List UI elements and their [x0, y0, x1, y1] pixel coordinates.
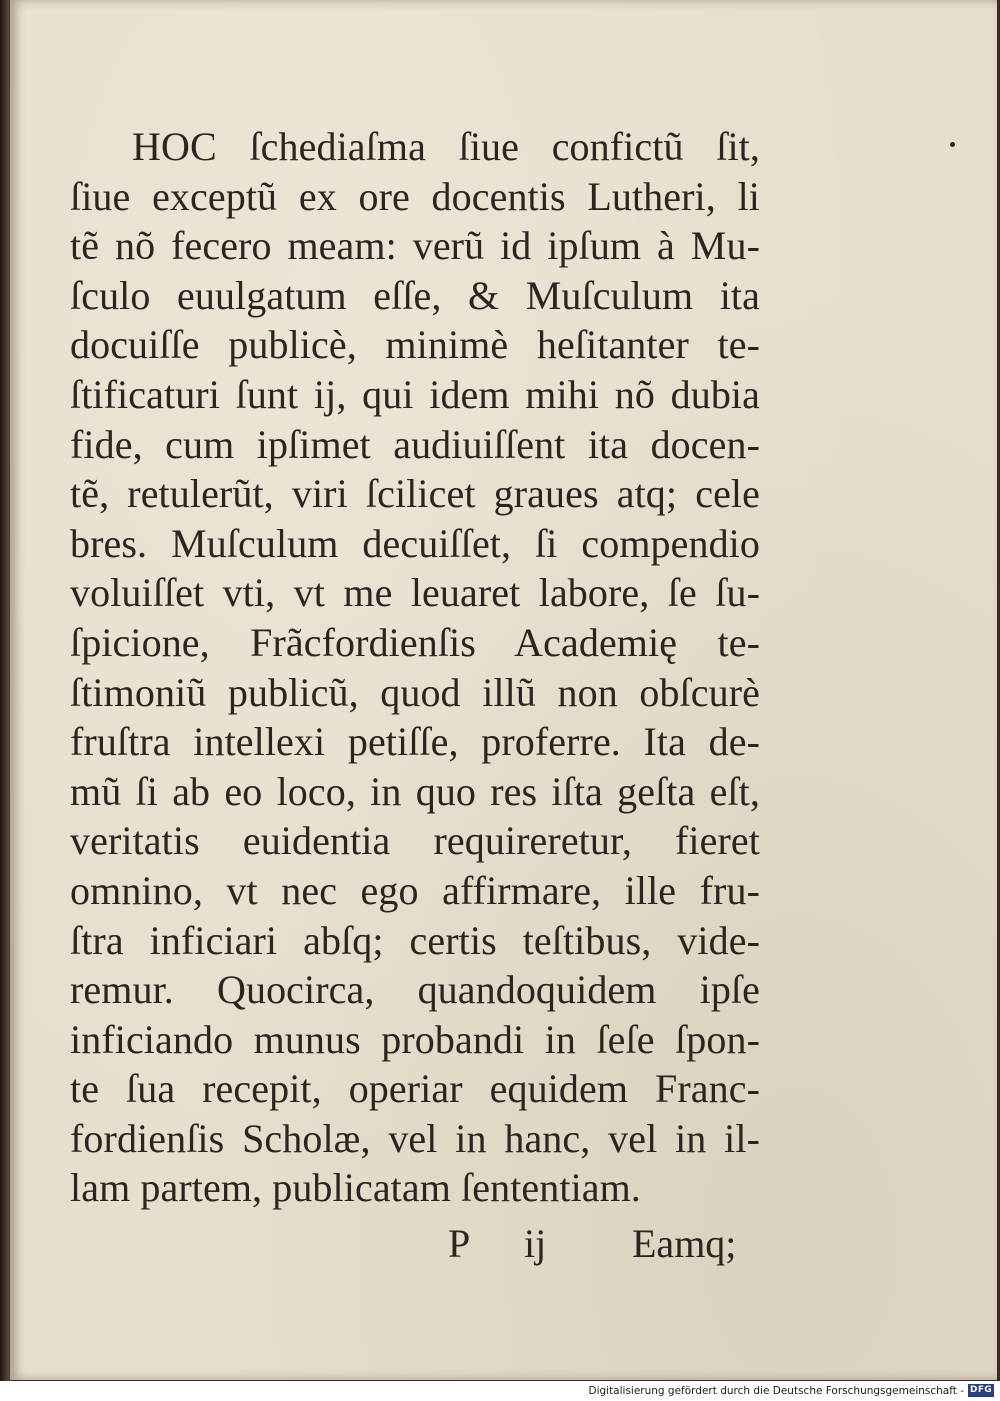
text-line: docuiſſe publicè, minimè heſitanter te- — [70, 322, 760, 368]
text-line: fruſtra intellexi petiſſe, proferre. Ita de- — [70, 719, 760, 765]
text-line: HOC ſchediaſma ſiue confictũ ſit, — [132, 124, 760, 169]
signature-mark: P — [448, 1221, 471, 1266]
text-line: ſculo euulgatum eſſe, & Muſculum ita — [70, 272, 760, 318]
text-line: ſtra inficiari abſq; certis teſtibus, vide- — [70, 917, 760, 963]
book-page — [10, 0, 997, 1380]
margin-dot — [950, 142, 955, 147]
text-line: fide, cum ipſimet audiuiſſent ita docen- — [70, 421, 760, 467]
text-line: mũ ſi ab eo loco, in quo res iſta geſta eſt, — [70, 768, 760, 814]
text-line: ſtimoniũ publicũ, quod illũ non obſcurè — [70, 669, 760, 715]
text-line: ſtificaturi ſunt ij, qui idem mihi nõ dubia — [70, 371, 760, 417]
text-line: tẽ, retulerũt, viri ſcilicet graues atq; cele — [70, 471, 760, 517]
text-line: inficiando munus probandi in ſeſe ſpon- — [70, 1016, 760, 1062]
text-line: fordienſis Scholæ, vel in hanc, vel in il- — [70, 1115, 760, 1161]
text-line: remur. Quocirca, quandoquidem ipſe — [70, 967, 760, 1013]
text-line: bres. Muſculum decuiſſet, ſi compendio — [70, 520, 760, 566]
text-line: veritatis euidentia requireretur, fieret — [70, 818, 760, 864]
catchword: Eamq; — [632, 1221, 737, 1266]
text-line: ſpicione, Frãcfordienſis Academię te- — [70, 619, 760, 665]
funding-credit: Digitalisierung gefördert durch die Deutsche Forschungsgemeinschaft - — [588, 1385, 964, 1397]
dfg-logo: DFG — [968, 1384, 994, 1397]
text-line: ſiue exceptũ ex ore docentis Lutheri, li — [70, 173, 760, 219]
text-line: lam partem, publicatam ſententiam. — [70, 1165, 641, 1211]
text-line: te ſua recepit, operiar equidem Franc- — [70, 1066, 760, 1112]
signature-number: ij — [524, 1221, 547, 1266]
text-line: omnino, vt nec ego affirmare, ille fru- — [70, 867, 760, 913]
text-line: voluiſſet vti, vt me leuaret labore, ſe ſu- — [70, 570, 760, 616]
body-text — [70, 122, 760, 1213]
text-line: tẽ nõ fecero meam: verũ id ipſum à Mu- — [70, 223, 760, 269]
footer-bar — [0, 1381, 1000, 1401]
signature-line — [10, 1220, 1000, 1270]
